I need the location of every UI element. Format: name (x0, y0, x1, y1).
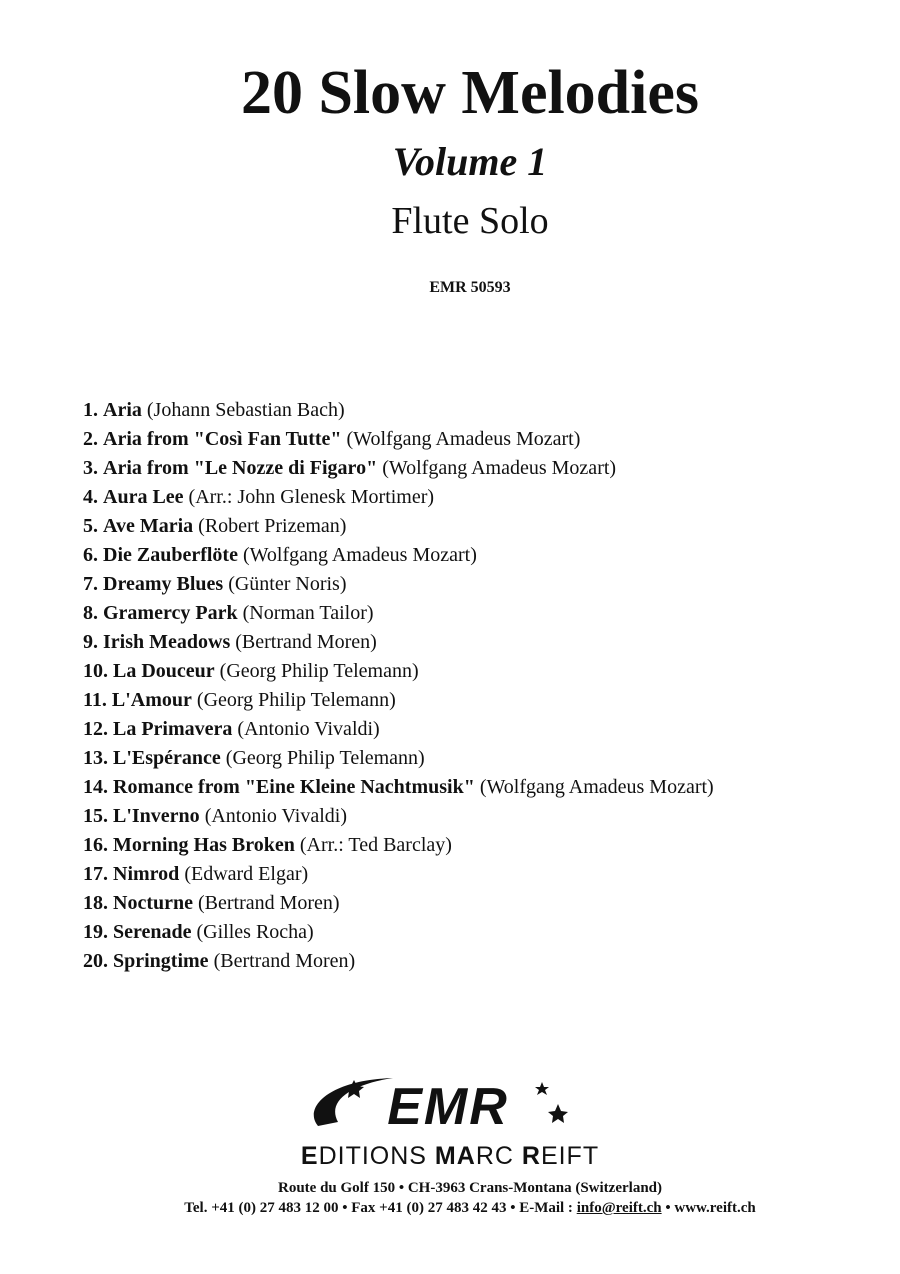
contents-item-title: La Primavera (113, 718, 233, 740)
contents-item-number: 6. (83, 544, 98, 566)
contents-item (83, 454, 893, 483)
instrument-label: Flute Solo (391, 200, 549, 242)
contents-item-credit: (Arr.: John Glenesk Mortimer) (188, 486, 435, 508)
contents-item (83, 744, 893, 773)
publisher-address: Route du Golf 150 • CH-3963 Crans-Montana (Switzerland) (278, 1180, 662, 1196)
star-icon (548, 1104, 568, 1123)
logo-text: EMR (387, 1078, 509, 1136)
contents-item-number: 8. (83, 602, 98, 624)
contents-item (83, 686, 893, 715)
contents-item (83, 947, 893, 976)
contents-item-credit: (Bertrand Moren) (197, 892, 340, 914)
contents-item-title: Nocturne (113, 892, 193, 914)
contents-item (83, 483, 893, 512)
contact-phone-fax: Tel. +41 (0) 27 483 12 00 • Fax +41 (0) 27 483 42 43 • E-Mail : (184, 1200, 573, 1216)
contents-item-credit: (Antonio Vivaldi) (204, 805, 347, 827)
email-link[interactable]: info@reift.ch (576, 1200, 662, 1216)
contents-item-title: Dreamy Blues (103, 573, 224, 595)
contents-item (83, 802, 893, 831)
contents-item-number: 9. (83, 631, 98, 653)
contents-list (83, 396, 893, 976)
contents-item (83, 831, 893, 860)
contents-item-number: 20. (83, 950, 108, 972)
contents-item-credit: (Gilles Rocha) (196, 921, 314, 943)
contents-item-title: Morning Has Broken (113, 834, 295, 856)
contents-item-title: Ave Maria (103, 515, 194, 537)
contents-item-number: 10. (83, 660, 108, 682)
contents-item-number: 4. (83, 486, 98, 508)
contents-item-credit: (Georg Philip Telemann) (225, 747, 425, 769)
contents-item-credit: (Arr.: Ted Barclay) (299, 834, 452, 856)
contents-item-credit: (Georg Philip Telemann) (196, 689, 396, 711)
contents-item-number: 2. (83, 428, 98, 450)
contents-item-title: Serenade (113, 921, 192, 943)
contents-item-title: Romance from "Eine Kleine Nachtmusik" (113, 776, 475, 798)
contents-item-title: L'Inverno (113, 805, 200, 827)
star-icon (535, 1082, 549, 1095)
contents-item (83, 570, 893, 599)
contents-item (83, 860, 893, 889)
contents-item-number: 11. (83, 689, 107, 711)
publisher-name: EDITIONS MARC REIFT (300, 1142, 600, 1170)
contents-item-title: Die Zauberflöte (103, 544, 238, 566)
contents-item (83, 628, 893, 657)
contents-item (83, 541, 893, 570)
contents-item-number: 13. (83, 747, 108, 769)
contents-item-title: L'Amour (111, 689, 192, 711)
contents-item-credit: (Wolfgang Amadeus Mozart) (242, 544, 477, 566)
contents-item-credit: (Georg Philip Telemann) (219, 660, 419, 682)
contents-item-credit: (Wolfgang Amadeus Mozart) (346, 428, 581, 450)
contents-item-title: La Douceur (113, 660, 215, 682)
contents-item-credit: (Johann Sebastian Bach) (146, 399, 345, 421)
contents-item (83, 715, 893, 744)
contents-item-credit: (Wolfgang Amadeus Mozart) (382, 457, 617, 479)
contents-item-title: L'Espérance (113, 747, 221, 769)
contents-item-number: 16. (83, 834, 108, 856)
contents-item (83, 657, 893, 686)
contents-item-credit: (Antonio Vivaldi) (237, 718, 380, 740)
website-link[interactable]: • www.reift.ch (665, 1200, 756, 1216)
contents-item (83, 425, 893, 454)
contents-item-number: 12. (83, 718, 108, 740)
contents-item-number: 18. (83, 892, 108, 914)
contents-item-title: Springtime (113, 950, 209, 972)
contents-item-number: 1. (83, 399, 98, 421)
contents-item-number: 17. (83, 863, 108, 885)
contents-item-credit: (Robert Prizeman) (198, 515, 347, 537)
contents-item-number: 15. (83, 805, 108, 827)
contents-item-number: 14. (83, 776, 108, 798)
contents-item-credit: (Wolfgang Amadeus Mozart) (479, 776, 714, 798)
contents-item-title: Irish Meadows (103, 631, 231, 653)
contents-item-credit: (Günter Noris) (228, 573, 347, 595)
contents-item (83, 512, 893, 541)
contents-item (83, 918, 893, 947)
contents-item-title: Aura Lee (103, 486, 184, 508)
catalog-number: EMR 50593 (429, 279, 511, 296)
contents-item-credit: (Edward Elgar) (184, 863, 309, 885)
page-title: 20 Slow Melodies (240, 59, 700, 127)
contents-item (83, 889, 893, 918)
contents-item-title: Nimrod (113, 863, 180, 885)
contents-item (83, 599, 893, 628)
contents-item (83, 396, 893, 425)
contents-item-credit: (Bertrand Moren) (235, 631, 377, 653)
contents-item-credit: (Norman Tailor) (242, 602, 374, 624)
contents-item-number: 7. (83, 573, 98, 595)
contents-item-number: 5. (83, 515, 98, 537)
contents-item-credit: (Bertrand Moren) (213, 950, 356, 972)
publisher-contact (0, 1201, 900, 1216)
contents-item-title: Gramercy Park (103, 602, 238, 624)
contents-item-number: 3. (83, 457, 98, 479)
emr-logo (298, 1068, 578, 1142)
contents-item-title: Aria (103, 399, 142, 421)
contents-item-title: Aria from "Così Fan Tutte" (103, 428, 342, 450)
volume-label: Volume 1 (392, 139, 548, 184)
contents-item (83, 773, 893, 802)
contents-item-number: 19. (83, 921, 108, 943)
contents-item-title: Aria from "Le Nozze di Figaro" (103, 457, 378, 479)
